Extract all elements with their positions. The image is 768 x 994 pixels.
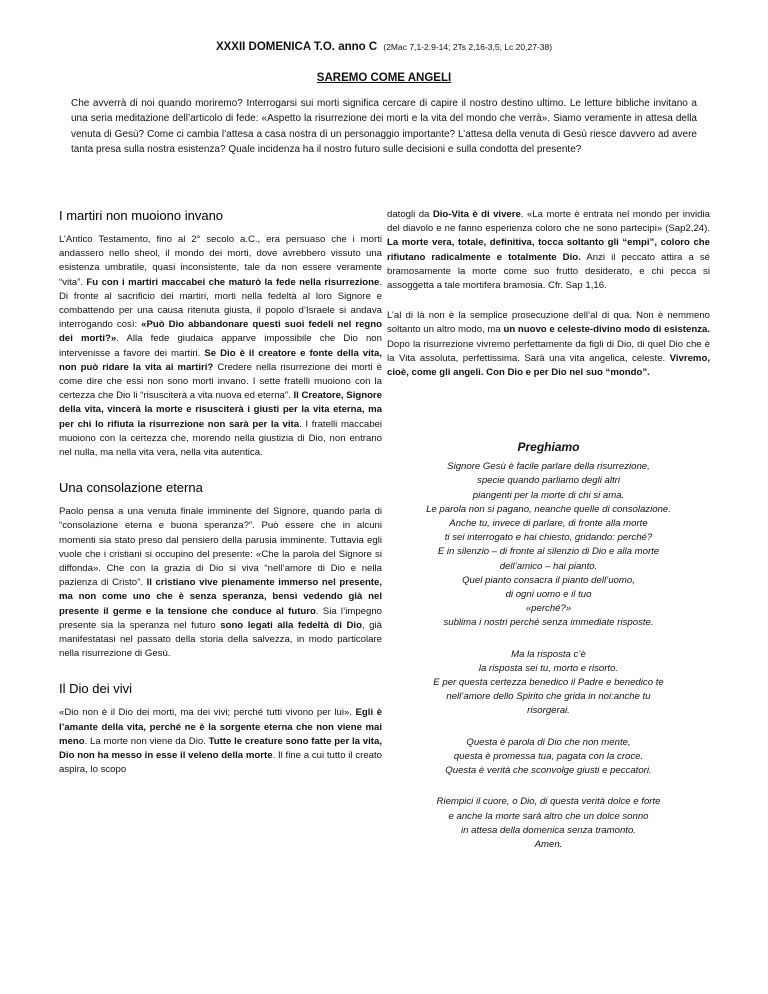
- prayer-line: questa è promessa tua, pagata con la croce.: [453, 750, 644, 762]
- prayer-line: risorgerai.: [527, 705, 570, 717]
- title-text: XXXII DOMENICA T.O. anno C: [215, 41, 378, 53]
- prayer-line: Quel pianto consacra il pianto dell’uomo,: [462, 574, 635, 586]
- prayer-line: E in silenzio – di fronte al silenzio di Dio e alla morte: [437, 546, 660, 558]
- document-title: [0, 41, 768, 53]
- paragraph-consolazione: Paolo pensa a una venuta finale imminente del Signore, quando parla di “consolazione eterna e buona speranza?”. Può essere che in alcuni momenti sia stato preso dal pensiero della parusia imminente. Tuttavia egli vuole che i cristiani si occupino del presente: «Che la parola del Signore si diffonda». Che con la grazia di Dio si viva “nell’amore di Dio e nella pazienza di Cristo”. Il cristiano vive pienamente immerso nel presente, ma non come uno che è senza speranza, bensì vedendo già nel presente il germe e la tensione che conduce al futuro. Sia l’impegno presente sia la speranza nel futuro sono legati alla fedeltà di Dio, già manifestatasi nel passato della storia della salvezza, in modo particolare nella risurrezione di Gesù.: [59, 506, 383, 660]
- prayer-line: «perché?»: [525, 603, 572, 615]
- prayer-line: E per questa certezza benedico il Padre e benedico te: [433, 677, 664, 689]
- document-subtitle: SAREMO COME ANGELI: [316, 72, 452, 84]
- scripture-references: (2Mac 7,1-2.9-14; 2Ts 2,16-3,5; Lc 20,27-38): [383, 42, 553, 52]
- prayer-stanza: [387, 736, 710, 779]
- paragraph-martiri: L’Antico Testamento, fino al 2° secolo a.C., era persuaso che i morti andassero nello sheol, il mondo dei morti, dove avrebbero vissuto una esistenza umbratile, quasi inconsistente, tale da non essere veramente “vita”. Fu con i martiri maccabei che maturò la fede nella risurrezione. Di fronte al sacrificio dei martiri, morti nella fedeltà al loro Signore e combattendo per una causa ritenuta giusta, il popolo d’Israele si andava interrogando così: «Può Dio abbandonare questi suoi fedeli nel regno dei morti?». Alla fede giudaica apparve impossibile che Dio non intervenisse a favore dei martiri. Se Dio è il creatore e fonte della vita, non può ridare la vita ai martiri? Credere nella risurrezione dei morti è come dire che essi non sono morti invano. I sette fratelli muoiono con la certezza che Dio li “risusciterà a vita nuova ed eterna”. Il Creatore, Signore della vita, vincerà la morte e risusciterà i giusti per la vita eterna, ma per chi lo rifiuta la risurrezione non sarà per la vita. I fratelli maccabei muoiono con la certezza che, morendo nella giustizia di Dio, non entrano nel nulla, ma nella vita vera, nella vita autentica.: [59, 234, 383, 459]
- paragraph-vivi: «Dio non è il Dio dei morti, ma dei vivi; perché tutti vivono per lui». Egli è l’amante della vita, perché ne è la sorgente eterna che non viene mai meno. La morte non viene da Dio. Tutte le creature sono fatte per la vita, Dio non ha messo in esse il veleno della morte. Il fine a cui tutto il creato aspira, lo scopo: [59, 707, 382, 776]
- prayer-line: e anche la morte sarà altro che un dolce sonno: [448, 810, 649, 822]
- prayer-line: Riempici il cuore, o Dio, di questa verità dolce e forte: [436, 796, 661, 808]
- prayer-line: nell’amore dello Spirito che grida in noi:anche tu: [446, 691, 651, 703]
- prayer-body: [387, 460, 710, 852]
- prayer-stanza: [387, 795, 710, 852]
- prayer-line: Signore Gesù è facile parlare della risurrezione,: [447, 461, 650, 473]
- paragraph-aldila: L’al di là non è la semplice prosecuzione dell’al di qua. Non è nemmeno soltanto un altro modo, ma un nuovo e celeste-divino modo di esistenza. Dopo la risurrezione vivremo perfettamente da figli di Dio, di quel Dio che è la Vita assoluta, perfettissima. Sarà una vita angelica, celeste. Vivremo, cioè, come gli angeli. Con Dio e per Dio nel suo “mondo”.: [387, 310, 710, 379]
- heading-consolazione: Una consolazione eterna: [59, 480, 203, 496]
- prayer-line: di ogni uomo e il tuo: [505, 589, 592, 601]
- prayer-title: Preghiamo: [517, 440, 580, 455]
- prayer-line: specie quando parliamo degli altri: [477, 475, 620, 487]
- prayer-line: sublima i nostri perché senza immediate risposte.: [443, 617, 654, 629]
- left-column: [59, 208, 382, 788]
- prayer-line: Amen.: [534, 838, 563, 850]
- prayer-stanza: [387, 460, 710, 630]
- prayer-line: Le parola non si pagano, neanche quelle di consolazione.: [426, 503, 671, 515]
- heading-vivi: Il Dio dei vivi: [59, 681, 132, 697]
- prayer-line: in attesa della domenica senza tramonto.: [461, 824, 636, 836]
- prayer-stanza: [387, 648, 710, 719]
- prayer-line: piangenti per la morte di chi si ama.: [472, 489, 625, 501]
- prayer-line: dell’amico – hai pianto.: [499, 560, 598, 572]
- right-column: [387, 209, 710, 869]
- prayer-line: ti sei interrogato e hai chiesto, gridando: perché?: [444, 532, 653, 544]
- prayer-line: Ma la risposta c’è: [511, 648, 586, 660]
- prayer-line: Anche tu, invece di parlare, di fronte alla morte: [449, 518, 648, 530]
- paragraph-vivi-continued: datogli da Dio-Vita è di vivere. «La morte è entrata nel mondo per invidia del diavolo e ne fanno esperienza coloro che ne sono partecipi» (Sap2,24). La morte vera, totale, definitiva, tocca soltanto gli “empi”, coloro che rifiutano radicalmente e totalmente Dio. Anzi il peccato attira a sé bramosamente la morte come suo frutto desiderato, e chi pecca si assoggetta a tale mortifera bramosia. Cfr. Sap 1,16.: [387, 209, 710, 292]
- prayer-line: Questa è parola di Dio che non mente,: [466, 736, 631, 748]
- heading-martiri: I martiri non muoiono invano: [59, 208, 224, 223]
- intro-paragraph: Che avverrà di noi quando moriremo? Interrogarsi sui morti significa cercare di capire il nostro destino ultimo. Le letture bibliche invitano a una seria meditazione dell’articolo di fede: «Aspetto la risurrezione dei morti e la vita del mondo che verrà». Siamo veramente in attesa della venuta di Gesù? Come ci cambia l’attesa a casa nostra di un personaggio importante? L’attesa della venuta di Gesù riesce davvero ad avere tanta presa sulla nostra esistenza? Quale incidenza ha il nostro futuro sulle decisioni e sulla condotta del presente?: [71, 98, 697, 155]
- prayer-line: Questa è verità che sconvolge giusti e peccatori.: [445, 765, 652, 777]
- prayer-line: la risposta sei tu, morto e risorto.: [478, 662, 619, 674]
